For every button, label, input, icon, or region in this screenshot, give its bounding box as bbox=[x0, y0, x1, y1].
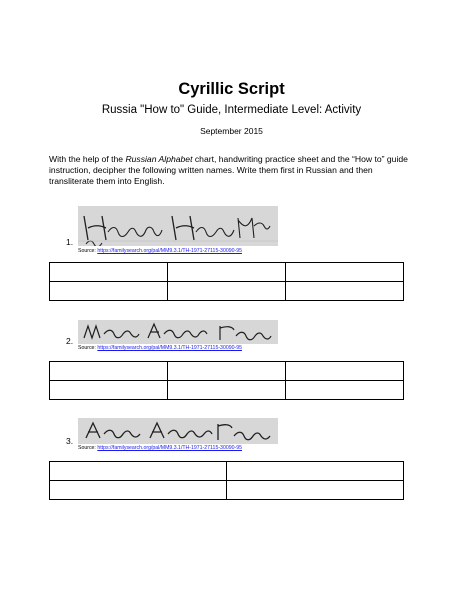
table-row bbox=[50, 481, 404, 500]
answer-cell[interactable] bbox=[50, 263, 168, 282]
answer-cell[interactable] bbox=[286, 362, 404, 381]
answer-cell[interactable] bbox=[50, 481, 227, 500]
instructions bbox=[49, 154, 419, 187]
instructions-text-2: chart, handwriting practice sheet and the “How to” guide instruction, decipher the following written names. Write them first in Russian and then transliterate them into English. bbox=[49, 154, 408, 186]
item-number-3: 3. bbox=[66, 436, 74, 446]
source-1 bbox=[78, 248, 242, 254]
source-link-1[interactable]: https://familysearch.org/pal/MM9.3.1/TH-1971-27115-30090-95 bbox=[97, 248, 242, 254]
answer-cell[interactable] bbox=[286, 381, 404, 400]
answer-cell[interactable] bbox=[168, 362, 286, 381]
table-row bbox=[50, 462, 404, 481]
answer-cell[interactable] bbox=[168, 263, 286, 282]
table-row bbox=[50, 282, 404, 301]
item-number-1: 1. bbox=[66, 237, 74, 247]
answer-cell[interactable] bbox=[50, 381, 168, 400]
answer-table-3 bbox=[49, 461, 404, 500]
source-3 bbox=[78, 445, 242, 451]
instructions-emphasis: Russian Alphabet bbox=[125, 154, 193, 164]
source-label-1: Source: bbox=[78, 248, 98, 254]
answer-cell[interactable] bbox=[50, 362, 168, 381]
answer-cell[interactable] bbox=[286, 282, 404, 301]
instructions-text-1: With the help of the bbox=[49, 154, 126, 164]
table-row bbox=[50, 381, 404, 400]
source-link-3[interactable]: https://familysearch.org/pal/MM9.3.1/TH-1971-27115-30090-95 bbox=[97, 445, 242, 451]
handwriting-sample-3 bbox=[78, 418, 278, 444]
item-number-2: 2. bbox=[66, 336, 74, 346]
answer-cell[interactable] bbox=[50, 462, 227, 481]
answer-table-1 bbox=[49, 262, 404, 301]
answer-cell[interactable] bbox=[227, 481, 404, 500]
handwriting-sample-2 bbox=[78, 320, 278, 344]
answer-cell[interactable] bbox=[227, 462, 404, 481]
table-row bbox=[50, 362, 404, 381]
source-label-3: Source: bbox=[78, 445, 98, 451]
page-title: Cyrillic Script bbox=[178, 80, 285, 98]
answer-table-2 bbox=[49, 361, 404, 400]
source-2 bbox=[78, 345, 242, 351]
answer-cell[interactable] bbox=[168, 282, 286, 301]
source-link-2[interactable]: https://familysearch.org/pal/MM9.3.1/TH-1971-27115-30090-95 bbox=[97, 345, 242, 351]
source-label-2: Source: bbox=[78, 345, 98, 351]
answer-cell[interactable] bbox=[50, 282, 168, 301]
answer-cell[interactable] bbox=[168, 381, 286, 400]
page-subtitle: Russia "How to" Guide, Intermediate Level: Activity bbox=[101, 104, 362, 116]
handwriting-sample-1 bbox=[78, 206, 278, 246]
table-row bbox=[50, 263, 404, 282]
page-date: September 2015 bbox=[200, 126, 263, 136]
answer-cell[interactable] bbox=[286, 263, 404, 282]
